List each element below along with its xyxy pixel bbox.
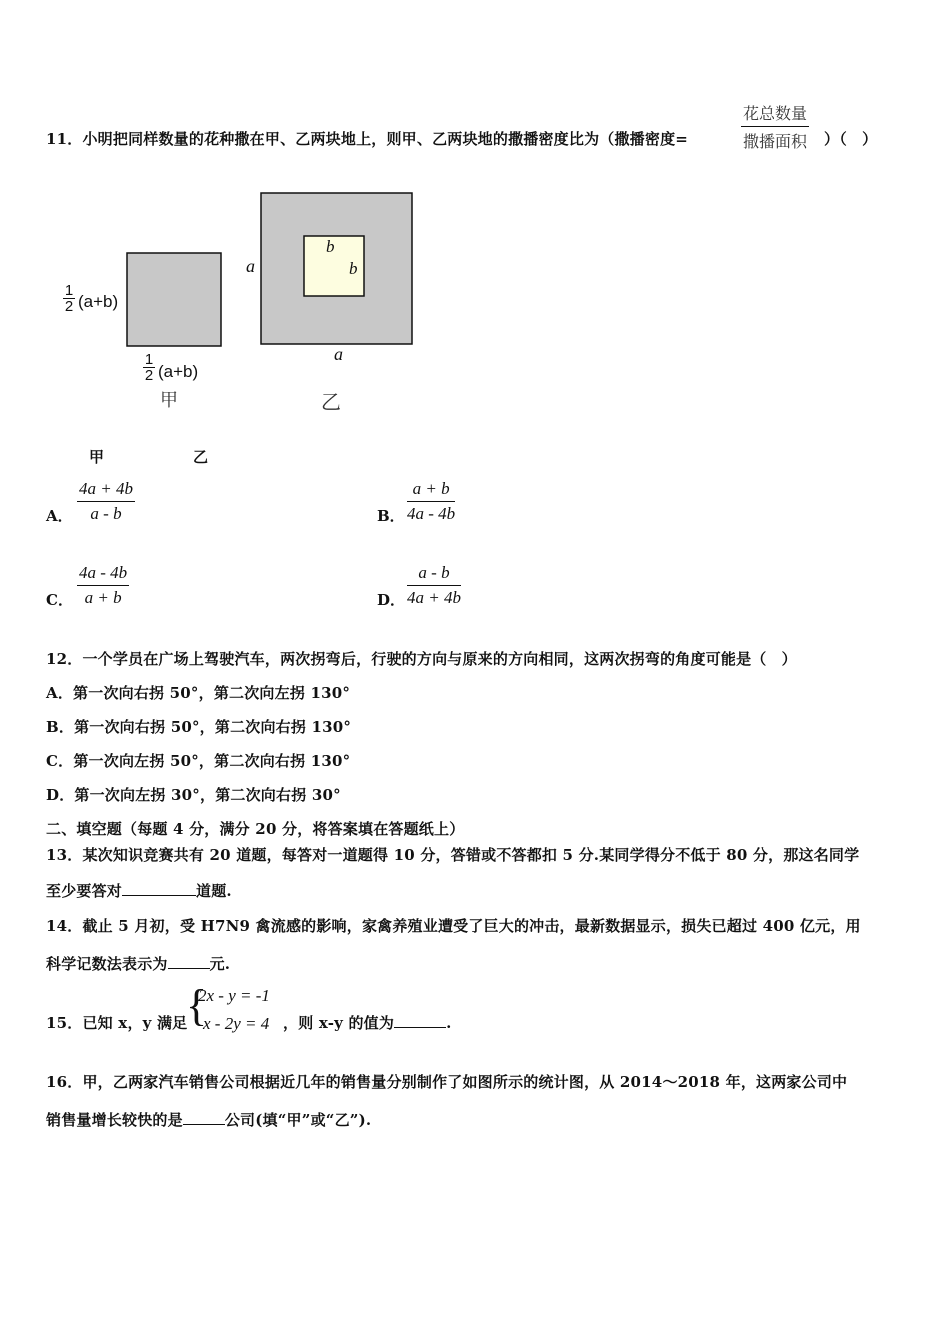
q12-option-c: C．第一次向左拐 50°，第二次向右拐 130° (46, 752, 351, 770)
answer-blank[interactable] (183, 1110, 225, 1125)
answer-blank[interactable] (168, 954, 210, 969)
section-heading: 二、填空题（每题 4 分，满分 20 分，将答案填在答题纸上） (46, 820, 465, 838)
q11-option-b-fraction (407, 479, 455, 524)
numerator: 4a - 4b (79, 563, 128, 582)
q16-line1: 16．甲，乙两家汽车销售公司根据近几年的销售量分别制作了如图所示的统计图，从 2014～2018 年，这两家公司中 (46, 1073, 848, 1091)
q11-option-c-label: C． (46, 591, 73, 609)
q11-option-d-fraction (407, 563, 461, 608)
figure-label-yi: 乙 (321, 390, 341, 414)
yi-bottom-a-label: a (334, 344, 343, 364)
q15-question: ，则 x-y 的值为 (283, 1014, 395, 1032)
density-formula-numerator: 花总数量 (743, 104, 808, 123)
figure-label-jia: 甲 (160, 390, 178, 411)
denominator: a - b (90, 504, 122, 523)
q15-text-pre: 15．已知 x，y 满足 (46, 1014, 188, 1032)
denominator: 4a + 4b (407, 588, 461, 607)
half-numerator: 1 (144, 351, 154, 368)
system-brace: { (186, 981, 208, 1030)
q14-text-post: 元. (209, 955, 231, 973)
q13-text-post: 道题. (196, 882, 232, 900)
left-half-fraction (63, 283, 75, 314)
q11-option-b-label: B． (377, 507, 405, 525)
left-side-label: (a+b) (78, 292, 119, 311)
q14-line1: 14．截止 5 月初，受 H7N9 禽流感的影响，家禽养殖业遭受了巨大的冲击，最新数据显示，损失已超过 400 亿元，用 (46, 917, 861, 935)
answer-blank[interactable] (122, 881, 196, 896)
q13-line1: 13．某次知识竞赛共有 20 道题，每答对一道题得 10 分，答错或不答都扣 5 分.某同学得分不低于 80 分，那这名同学 (46, 846, 860, 864)
answer-blank[interactable] (394, 1013, 446, 1028)
inner-top-b-label: b (326, 237, 335, 256)
half-denominator: 2 (144, 367, 154, 384)
q11-option-a-label: A． (46, 507, 73, 525)
q11-option-d-label: D． (377, 591, 406, 609)
numerator: 4a + 4b (79, 479, 133, 498)
denominator: a + b (84, 588, 122, 607)
q11-option-c-fraction (77, 563, 129, 608)
q11-stem-text: 11．小明把同样数量的花种撒在甲、乙两块地上，则甲、乙两块地的撒播密度比为（撒播密度= (46, 130, 689, 148)
numerator: a + b (412, 479, 450, 498)
q12-option-d: D．第一次向左拐 30°，第二次向右拐 30° (46, 786, 341, 804)
q11-stem-tail: ）（ ） (824, 130, 878, 148)
yi-side-a-label: a (246, 256, 255, 276)
q14-text-pre: 科学记数法表示为 (46, 955, 168, 973)
caption-jia: 甲 (89, 448, 105, 466)
q12-option-a: A．第一次向右拐 50°，第二次向左拐 130° (46, 684, 351, 702)
q14-line2 (46, 953, 230, 974)
density-formula (741, 101, 809, 152)
denominator: 4a - 4b (407, 504, 456, 523)
q16-line2 (46, 1109, 371, 1130)
q13-line2 (46, 880, 232, 901)
plot-jia-square (127, 253, 221, 346)
q13-text-pre: 至少要答对 (46, 882, 123, 900)
bottom-side-label: (a+b) (158, 362, 199, 381)
inner-right-b-label: b (349, 259, 358, 278)
system-equation-2: x - 2y = 4 (203, 1014, 270, 1033)
q16-text-post: 公司(填“甲”或“乙”). (224, 1111, 372, 1129)
caption-yi: 乙 (193, 448, 209, 466)
numerator: a - b (418, 563, 450, 582)
q12-option-b: B．第一次向右拐 50°，第二次向右拐 130° (46, 718, 352, 736)
half-denominator: 2 (64, 298, 74, 315)
q16-text-pre: 销售量增长较快的是 (46, 1111, 183, 1129)
half-numerator: 1 (64, 282, 74, 299)
q11-stem (46, 128, 688, 149)
q11-option-a-fraction (77, 479, 135, 524)
q12-stem: 12．一个学员在广场上驾驶汽车，两次拐弯后，行驶的方向与原来的方向相同，这两次拐弯的角度可能是（ ） (46, 650, 797, 668)
bottom-half-fraction (143, 352, 155, 383)
system-equation-1: 2x - y = -1 (198, 986, 270, 1005)
q15-text-post (283, 1012, 452, 1033)
q15-end: . (446, 1014, 452, 1032)
density-formula-denominator: 撒播面积 (743, 132, 808, 151)
